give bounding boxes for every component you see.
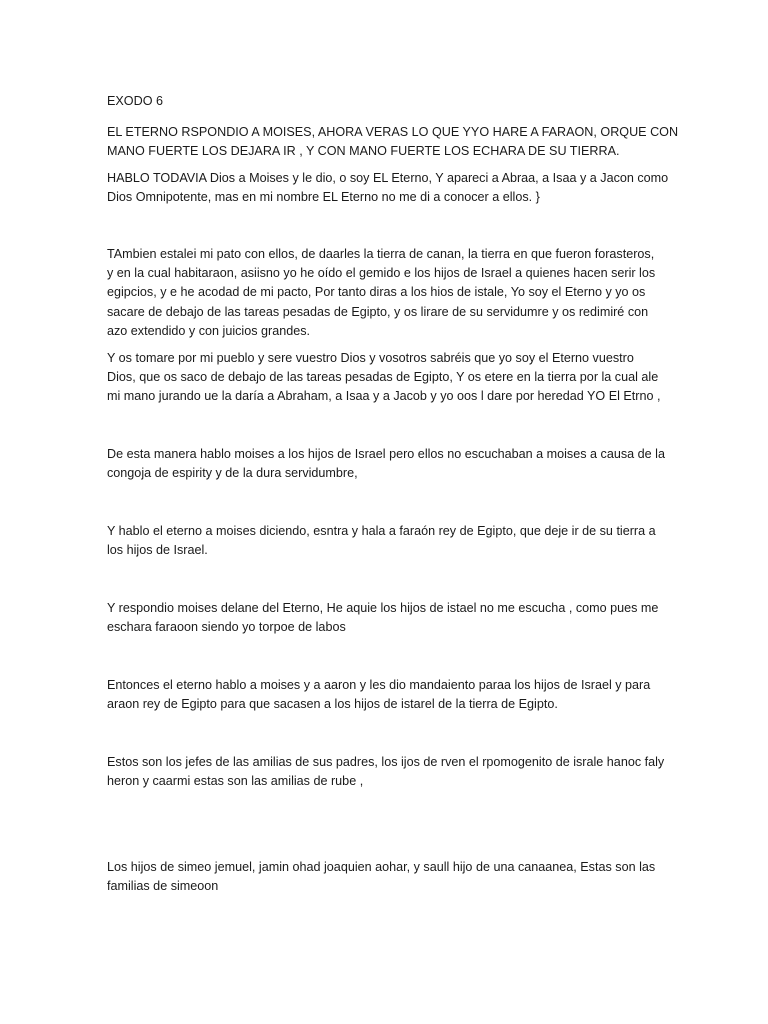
paragraph-line: congoja de espirity y de la dura servidumbre,: [107, 466, 358, 481]
paragraph-2: [107, 169, 667, 207]
paragraph-line: araon rey de Egipto para que sacasen a los hijos de istarel de la tierra de Egipto.: [107, 697, 558, 712]
heading-text: EXODO 6: [107, 94, 163, 108]
paragraph-line: HABLO TODAVIA Dios a Moises y le dio, o soy EL Eterno, Y apareci a Abraa, a Isaa y a Jacon como: [107, 171, 669, 185]
paragraph-line: mi mano jurando ue la daría a Abraham, a Isaa y a Jacob y yo oos l dare por heredad YO El Etrno ,: [107, 389, 661, 404]
paragraph-line: eschara faraoon siendo yo torpoe de labos: [107, 620, 346, 635]
paragraph-line: sacare de debajo de las tareas pesadas de Egipto, y os lirare de su servidumre y os redimiré con: [107, 304, 649, 319]
paragraph-line: EL ETERNO RSPONDIO A MOISES, AHORA VERAS LO QUE YYO HARE A FARAON, ORQUE CON: [107, 125, 679, 139]
paragraph-line: los hijos de Israel.: [107, 543, 208, 558]
paragraph-line: Los hijos de simeo jemuel, jamin ohad joaquien aohar, y saull hijo de una canaanea, Estas son las: [107, 860, 656, 874]
paragraph-10: [107, 858, 667, 896]
paragraph-line: y en la cual habitaraon, asiisno yo he oído el gemido e los hijos de Israel a quienes hacen serir los: [107, 266, 656, 281]
document-heading: [107, 92, 667, 111]
paragraph-line: De esta manera hablo moises a los hijos de Israel pero ellos no escuchaban a moises a causa de la: [107, 447, 665, 461]
paragraph-line: heron y caarmi estas son las amilias de rube ,: [107, 774, 364, 789]
paragraph-4: [107, 349, 667, 407]
paragraph-line: azo extendido y con juicios grandes.: [107, 323, 311, 338]
paragraph-9: [107, 753, 667, 791]
paragraph-7: [107, 599, 667, 637]
paragraph-line: Dios Omnipotente, mas en mi nombre EL Eterno no me di a conocer a ellos. }: [107, 190, 540, 205]
paragraph-line: Dios, que os saco de debajo de las tareas pesadas de Egipto, Y os etere en la tierra por la cual ale: [107, 370, 659, 385]
paragraph-line: Estos son los jefes de las amilias de sus padres, los ijos de rven el rpomogenito de israle hanoc faly: [107, 755, 665, 769]
paragraph-line: MANO FUERTE LOS DEJARA IR , Y CON MANO FUERTE LOS ECHARA DE SU TIERRA.: [107, 144, 620, 159]
paragraph-line: Y hablo el eterno a moises diciendo, esntra y hala a faraón rey de Egipto, que deje ir de su tierra a: [107, 524, 656, 538]
paragraph-line: Entonces el eterno hablo a moises y a aaron y les dio mandaiento paraa los hijos de Israel y para: [107, 678, 651, 692]
paragraph-5: [107, 445, 667, 483]
paragraph-line: Y os tomare por mi pueblo y sere vuestro Dios y vosotros sabréis que yo soy el Eterno vuestro: [107, 351, 634, 365]
paragraph-6: [107, 522, 667, 560]
paragraph-8: [107, 676, 667, 714]
paragraph-1: [107, 123, 679, 161]
paragraph-3: [107, 245, 667, 341]
paragraph-line: familias de simeoon: [107, 879, 219, 894]
paragraph-line: TAmbien estalei mi pato con ellos, de daarles la tierra de canan, la tierra en que fueron forasteros,: [107, 247, 655, 261]
paragraph-line: Y respondio moises delane del Eterno, He aquie los hijos de istael no me escucha , como pues me: [107, 601, 659, 615]
paragraph-line: egipcios, y e he acodad de mi pacto, Por tanto diras a los hios de istale, Yo soy el Eterno y yo os: [107, 285, 646, 300]
